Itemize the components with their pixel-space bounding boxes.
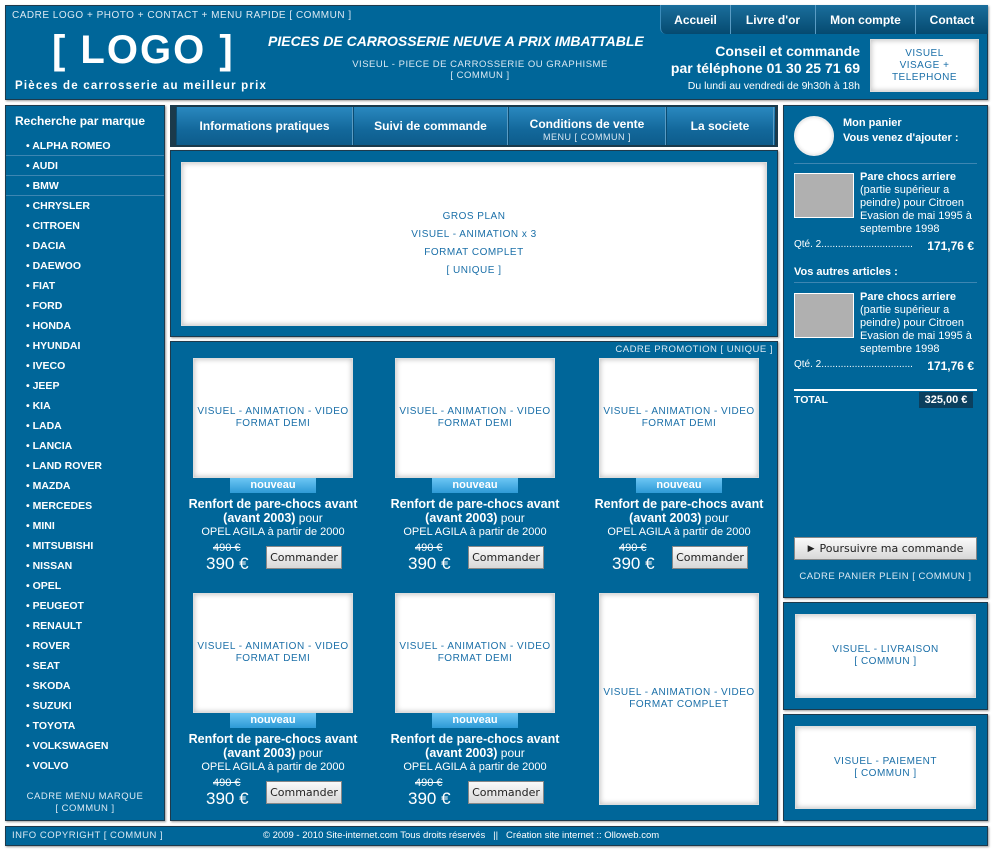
visual-line: FORMAT DEMI — [437, 418, 513, 429]
product-name: Renfort de pare-chocs avant (avant 2003) — [188, 497, 358, 525]
price: 390 € — [206, 554, 249, 573]
order-button[interactable]: Commander — [266, 781, 342, 804]
nav-note: MENU [ COMMUN ] — [543, 131, 631, 142]
brand-label: DAEWOO — [32, 260, 82, 272]
contact-photo-placeholder — [870, 39, 979, 92]
visual-line: FORMAT COMPLET — [629, 699, 729, 710]
sidebar-brand-item[interactable] — [6, 336, 164, 356]
sidebar-footer-line: CADRE MENU MARQUE — [26, 791, 144, 802]
visual-line: [ COMMUN ] — [854, 656, 917, 667]
cart-item-name: Pare chocs arriere — [860, 171, 957, 183]
bullet-icon: • — [26, 600, 33, 612]
sidebar-brand-item[interactable] — [6, 736, 164, 756]
headline: PIECES DE CARROSSERIE NEUVE A PRIX IMBATTABLE — [268, 33, 644, 49]
sidebar-brand-item[interactable] — [6, 596, 164, 616]
nav-label: La societe — [690, 119, 750, 133]
brand-label: MERCEDES — [32, 500, 93, 512]
bullet-icon: • — [26, 420, 33, 432]
other-items-label: Vos autres articles : — [794, 266, 898, 278]
cart-footer: CADRE PANIER PLEIN [ COMMUN ] — [799, 571, 972, 582]
header-frame-label: CADRE LOGO + PHOTO + CONTACT + MENU RAPIDE [ COMMUN ] — [12, 10, 352, 21]
product-visual-placeholder[interactable] — [193, 593, 353, 713]
product-pour: pour — [500, 511, 525, 525]
tab-livre-dor[interactable]: Livre d'or — [731, 5, 816, 34]
opening-hours: Du lundi au vendredi de 9h30h à 18h — [687, 80, 860, 92]
sidebar-brand-item[interactable] — [6, 696, 164, 716]
main-nav — [170, 105, 778, 147]
banner-line: VISUEL - ANIMATION x 3 — [411, 229, 537, 240]
brand-label: FORD — [32, 300, 63, 312]
visual-line: VISEUL - PIECE DE CARROSSERIE OU GRAPHISME — [352, 59, 608, 70]
brand-label: PEUGEOT — [32, 600, 84, 612]
price: 390 € — [612, 554, 655, 573]
sidebar-brand-item[interactable] — [6, 476, 164, 496]
product-visual-placeholder[interactable] — [193, 358, 353, 478]
bullet-icon: • — [26, 400, 33, 412]
cart-title: Mon panier — [843, 117, 902, 129]
bullet-icon: • — [26, 260, 33, 272]
product-subtitle: OPEL AGILA à partir de 2000 — [403, 761, 547, 773]
photo-line: TELEPHONE — [891, 71, 958, 83]
sidebar-brand-item[interactable] — [6, 296, 164, 316]
product-visual-placeholder[interactable] — [395, 593, 555, 713]
visual-line: VISUEL - ANIMATION - VIDEO — [197, 406, 349, 417]
brand-label: AUDI — [32, 160, 58, 172]
bullet-icon: • — [26, 580, 33, 592]
bullet-icon: • — [26, 360, 33, 372]
tab-contact[interactable]: Contact — [929, 12, 975, 27]
sidebar-brand-item[interactable] — [6, 516, 164, 536]
bullet-icon: • — [26, 760, 33, 772]
bullet-icon: • — [26, 140, 33, 152]
visual-line: VISUEL - PAIEMENT — [834, 755, 937, 767]
brand-label: IVECO — [32, 360, 66, 372]
sidebar-brand-item[interactable] — [6, 456, 164, 476]
brand-label: JEEP — [32, 380, 60, 392]
sidebar-brand-item[interactable] — [6, 716, 164, 736]
bullet-icon: • — [26, 640, 33, 652]
old-price: 490 € — [415, 542, 443, 554]
brand-label: SKODA — [32, 680, 71, 692]
payment-placeholder — [795, 726, 976, 809]
cart-item-qty: Qté. 2................................. — [794, 359, 913, 370]
visual-line: FORMAT DEMI — [235, 653, 311, 664]
button-label: Poursuivre ma commande — [819, 542, 964, 555]
product-pour: pour — [298, 746, 323, 760]
total-label: TOTAL — [794, 394, 829, 406]
bullet-icon: • — [26, 460, 33, 472]
brand-label: LADA — [32, 420, 62, 432]
sidebar-title: Recherche par marque — [15, 114, 146, 128]
brand-label: DACIA — [32, 240, 66, 252]
cart-item-thumbnail — [794, 173, 854, 218]
product-subtitle: OPEL AGILA à partir de 2000 — [201, 526, 345, 538]
product-visual-placeholder[interactable] — [395, 358, 555, 478]
cart-item-desc: (partie supérieur a peindre) pour Citroen Evasion de mai 1995 à septembre 1998 — [860, 304, 972, 355]
brand-label: VOLVO — [32, 760, 69, 772]
continue-order-button[interactable] — [794, 537, 977, 560]
product-title[interactable] — [375, 732, 575, 774]
sidebar-brand-item[interactable] — [6, 576, 164, 596]
brand-label: MINI — [32, 520, 55, 532]
visual-line: VISUEL - ANIMATION - VIDEO — [603, 406, 755, 417]
brand-label: KIA — [32, 400, 51, 412]
photo-line: VISUEL — [905, 47, 944, 59]
cart-total: 325,00 € — [919, 392, 973, 408]
tab-mon-compte[interactable]: Mon compte — [816, 5, 916, 34]
nav-label: Conditions de vente — [529, 116, 645, 131]
sidebar-brand-item[interactable] — [6, 376, 164, 396]
sidebar-brand-item[interactable] — [6, 656, 164, 676]
visual-line: FORMAT DEMI — [641, 418, 717, 429]
bullet-icon: • — [26, 220, 33, 232]
sidebar-brand-item[interactable] — [6, 196, 164, 216]
new-badge: nouveau — [636, 478, 722, 493]
bullet-icon: • — [26, 740, 33, 752]
new-badge: nouveau — [432, 713, 518, 728]
sidebar-brand-item[interactable] — [6, 356, 164, 376]
old-price: 490 € — [213, 777, 241, 789]
bullet-icon: • — [26, 680, 33, 692]
cart-header — [843, 116, 959, 146]
bullet-icon: • — [26, 440, 33, 452]
sidebar-brand-item[interactable] — [6, 496, 164, 516]
bullet-icon: • — [26, 560, 33, 572]
product-subtitle: OPEL AGILA à partir de 2000 — [607, 526, 751, 538]
visual-line: VISUEL - ANIMATION - VIDEO — [399, 641, 551, 652]
old-price: 490 € — [619, 542, 647, 554]
bullet-icon: • — [26, 520, 33, 532]
order-button[interactable]: Commander — [672, 546, 748, 569]
bullet-icon: • — [26, 500, 33, 512]
full-visual-placeholder — [599, 593, 759, 805]
brand-label: RENAULT — [32, 620, 82, 632]
visual-line: VISUEL - ANIMATION - VIDEO — [197, 641, 349, 652]
product-subtitle: OPEL AGILA à partir de 2000 — [403, 526, 547, 538]
nav-label: Suivi de commande — [374, 119, 487, 133]
brand-label: HYUNDAI — [32, 340, 81, 352]
sidebar-brand-item[interactable] — [6, 536, 164, 556]
bullet-icon: • — [26, 200, 33, 212]
brand-label: HONDA — [32, 320, 72, 332]
sidebar-brand-item[interactable] — [6, 676, 164, 696]
visual-line: VISUEL - LIVRAISON — [832, 644, 939, 655]
product-pour: pour — [298, 511, 323, 525]
brand-label: CHRYSLER — [32, 200, 90, 212]
product-title[interactable] — [579, 497, 779, 539]
bullet-icon: • — [26, 540, 33, 552]
banner-line: FORMAT COMPLET — [424, 247, 524, 258]
tagline: Pièces de carrosserie au meilleur prix — [15, 80, 268, 92]
product-title[interactable] — [173, 497, 373, 539]
price: 390 € — [408, 789, 451, 808]
sidebar-brand-item[interactable] — [6, 756, 164, 776]
play-icon: ▶ — [807, 543, 815, 554]
brand-label: CITROEN — [32, 220, 80, 232]
cart-item-qty-row — [794, 239, 974, 253]
cart-item[interactable] — [860, 291, 984, 356]
new-badge: nouveau — [230, 713, 316, 728]
old-price: 490 € — [415, 777, 443, 789]
header-visual-label — [280, 59, 680, 81]
banner-line: [ UNIQUE ] — [446, 265, 502, 276]
contact-line: Conseil et commande — [715, 43, 860, 59]
product-title[interactable] — [375, 497, 575, 539]
bullet-icon: • — [26, 660, 33, 672]
visual-line: FORMAT DEMI — [235, 418, 311, 429]
nav-informations-pratiques[interactable] — [176, 107, 353, 145]
visual-line: VISUEL - ANIMATION - VIDEO — [603, 687, 755, 698]
bullet-icon: • — [26, 620, 33, 632]
brand-label: NISSAN — [32, 560, 73, 572]
banner-line: GROS PLAN — [442, 211, 506, 222]
brand-label: LANCIA — [32, 440, 73, 452]
product-pour: pour — [704, 511, 729, 525]
visual-line: VISUEL - ANIMATION - VIDEO — [399, 406, 551, 417]
bullet-icon: • — [26, 340, 33, 352]
cart-item-desc: (partie supérieur a peindre) pour Citroen Evasion de mai 1995 à septembre 1998 — [860, 184, 972, 235]
brand-label: ROVER — [32, 640, 70, 652]
sidebar-brand-item[interactable] — [6, 416, 164, 436]
bullet-icon: • — [26, 280, 33, 292]
bullet-icon: • — [26, 300, 33, 312]
product-name: Renfort de pare-chocs avant (avant 2003) — [390, 497, 560, 525]
sidebar-brand-item[interactable] — [6, 636, 164, 656]
cart-item-price: 171,76 € — [927, 359, 974, 373]
bullet-icon: • — [26, 320, 33, 332]
sidebar-footer-line: [ COMMUN ] — [55, 803, 115, 814]
bullet-icon: • — [26, 720, 33, 732]
sidebar-brand-item[interactable] — [6, 216, 164, 236]
bullet-icon: • — [26, 480, 33, 492]
sidebar-brand-item[interactable] — [6, 556, 164, 576]
bullet-icon: • — [26, 240, 33, 252]
delivery-placeholder — [795, 614, 976, 698]
brand-label: SUZUKI — [32, 700, 72, 712]
visual-line: FORMAT DEMI — [437, 653, 513, 664]
brand-label: MAZDA — [32, 480, 71, 492]
footer-label: INFO COPYRIGHT [ COMMUN ] — [12, 830, 164, 841]
brand-label: ALPHA ROMEO — [32, 140, 111, 152]
brand-label: SEAT — [32, 660, 60, 672]
sidebar-brand-item[interactable] — [6, 616, 164, 636]
tab-accueil[interactable]: Accueil — [661, 5, 731, 34]
brand-label: TOYOTA — [32, 720, 76, 732]
photo-line: VISAGE + — [899, 59, 950, 71]
old-price: 490 € — [213, 542, 241, 554]
bullet-icon: • — [26, 180, 33, 192]
divider — [794, 389, 977, 391]
sidebar-brand-item[interactable] — [6, 276, 164, 296]
sidebar-footer — [5, 791, 165, 815]
new-badge: nouveau — [230, 478, 316, 493]
cart-item-name: Pare chocs arriere — [860, 291, 957, 303]
divider — [794, 163, 977, 164]
promo-label: CADRE PROMOTION [ UNIQUE ] — [615, 344, 773, 355]
price: 390 € — [206, 789, 249, 808]
top-nav — [660, 5, 988, 34]
bullet-icon: • — [26, 380, 33, 392]
new-badge: nouveau — [432, 478, 518, 493]
product-title[interactable] — [173, 732, 373, 774]
phone-number: par téléphone 01 30 25 71 69 — [670, 60, 860, 76]
sidebar-brand-item[interactable] — [6, 136, 164, 156]
product-name: Renfort de pare-chocs avant (avant 2003) — [594, 497, 764, 525]
sidebar-brand-item[interactable] — [6, 256, 164, 276]
product-subtitle: OPEL AGILA à partir de 2000 — [201, 761, 345, 773]
cart-icon — [794, 116, 834, 156]
sidebar-brand-item[interactable] — [6, 316, 164, 336]
sidebar-brand-item[interactable] — [6, 176, 164, 196]
bullet-icon: • — [26, 160, 33, 172]
nav-label: Informations pratiques — [199, 119, 330, 133]
copyright: © 2009 - 2010 Site-internet.com Tous droits réservés || Création site internet :: Olloweb.com — [263, 830, 660, 841]
price: 390 € — [408, 554, 451, 573]
brand-label: VOLKSWAGEN — [32, 740, 109, 752]
order-button[interactable]: Commander — [266, 546, 342, 569]
product-name: Renfort de pare-chocs avant (avant 2003) — [390, 732, 560, 760]
sidebar-brand-item[interactable] — [6, 436, 164, 456]
cart-item-qty-row — [794, 359, 974, 373]
cart-item-qty: Qté. 2................................. — [794, 239, 913, 250]
order-button[interactable]: Commander — [468, 781, 544, 804]
bullet-icon: • — [26, 700, 33, 712]
cart-item[interactable] — [860, 171, 984, 236]
visual-line: [ COMMUN ] — [450, 70, 510, 81]
sidebar-brand-item[interactable] — [6, 396, 164, 416]
product-visual-placeholder[interactable] — [599, 358, 759, 478]
cart-item-thumbnail — [794, 293, 854, 338]
order-button[interactable]: Commander — [468, 546, 544, 569]
cart-item-price: 171,76 € — [927, 239, 974, 253]
product-name: Renfort de pare-chocs avant (avant 2003) — [188, 732, 358, 760]
divider — [794, 282, 977, 283]
cart-added-label: Vous venez d'ajouter : — [843, 132, 959, 144]
contact-block — [671, 43, 860, 92]
brand-label: BMW — [32, 180, 59, 192]
nav-la-societe[interactable] — [666, 107, 774, 145]
visual-line: [ COMMUN ] — [854, 767, 917, 779]
nav-conditions-vente[interactable] — [508, 107, 666, 145]
sidebar-brand-item[interactable] — [6, 236, 164, 256]
brand-label: LAND ROVER — [32, 460, 103, 472]
brand-label: MITSUBISHI — [32, 540, 94, 552]
product-pour: pour — [500, 746, 525, 760]
banner-placeholder — [181, 162, 767, 326]
nav-suivi-commande[interactable] — [353, 107, 508, 145]
logo[interactable]: [ LOGO ] — [52, 28, 235, 72]
brand-label: OPEL — [32, 580, 62, 592]
brand-label: FIAT — [32, 280, 56, 292]
sidebar-brand-item[interactable] — [6, 156, 164, 176]
